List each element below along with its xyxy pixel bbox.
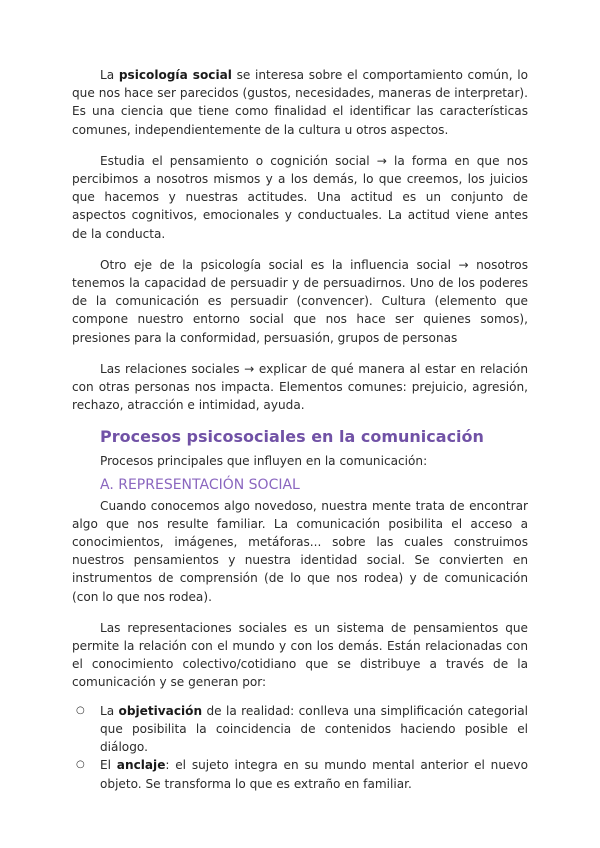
circle-bullet-icon: ○	[76, 704, 85, 716]
bold-term: psicología social	[118, 68, 232, 82]
subsection-heading: A. REPRESENTACIÓN SOCIAL	[100, 476, 300, 493]
bold-term: objetivación	[118, 703, 203, 718]
section-heading: Procesos psicosociales en la comunicación	[100, 427, 484, 447]
paragraph-sistema-pensamientos: Las representaciones sociales es un sistema de pensamientos que permite la relación con el mundo y con los demás. Están relacionadas con el conocimiento colectivo/cotidiano que se distribuye a través de la comunicación y se generan por:	[72, 620, 528, 690]
paragraph-representacion: Cuando conocemos algo novedoso, nuestra mente trata de encontrar algo que nos resulte familiar. La comunicación posibilita el acceso a conocimientos, imágenes, metáforas... sobre las cuales construimos nuestros pensamientos y nuestra identidad social. Se convierten en instrumentos de comprensión (de lo que nos rodea) y de comunicación (con lo que nos rodea).	[72, 498, 528, 604]
paragraph-text: La	[100, 68, 119, 82]
section-intro: Procesos principales que influyen en la comunicación:	[100, 454, 428, 469]
list-text: de la realidad: conlleva una simplificación categorial que posibilita la coincidencia de contenidos haciendo posible el diálogo.	[100, 703, 529, 755]
paragraph-relaciones-sociales: Las relaciones sociales → explicar de qué manera al estar en relación con otras personas nos impacta. Elementos comunes: prejuicio, agresión, rechazo, atracción e intimidad, ayuda.	[72, 361, 528, 413]
paragraph-cognicion-social: Estudia el pensamiento o cognición social → la forma en que nos percibimos a nosotros mismos y a los demás, lo que creemos, los juicios que hacemos y nuestras actitudes. Una actitud es un conjunto de aspectos cognitivos, emocionales y conductuales. La actitud viene antes de la conducta.	[72, 153, 528, 241]
list-text: La	[100, 703, 119, 718]
list-item	[72, 702, 528, 757]
paragraph-influencia-social: Otro eje de la psicología social es la influencia social → nosotros tenemos la capacidad de persuadir y de persuadirnos. Uno de los poderes de la comunicación es persuadir (convencer). Cultura (elemento que compone nuestro entorno social que nos hace ser quienes somos), presiones para la conformidad, persuasión, grupos de personas	[72, 257, 528, 345]
list-text: El	[100, 758, 117, 773]
bullet-list	[72, 702, 528, 793]
paragraph-psicologia-social	[72, 66, 528, 139]
list-text: : el sujeto integra en su mundo mental anterior el nuevo objeto. Se transforma lo que es extraño en familiar.	[100, 758, 528, 791]
paragraph-text: se interesa sobre el comportamiento común, lo que nos hace ser parecidos (gustos, necesidades, maneras de interpretar). Es una ciencia que tiene como finalidad el identificar las características comunes, independientemente de la cultura u otros aspectos.	[72, 68, 528, 137]
bold-term: anclaje	[116, 758, 166, 773]
list-item	[72, 756, 528, 792]
circle-bullet-icon: ○	[76, 759, 85, 771]
